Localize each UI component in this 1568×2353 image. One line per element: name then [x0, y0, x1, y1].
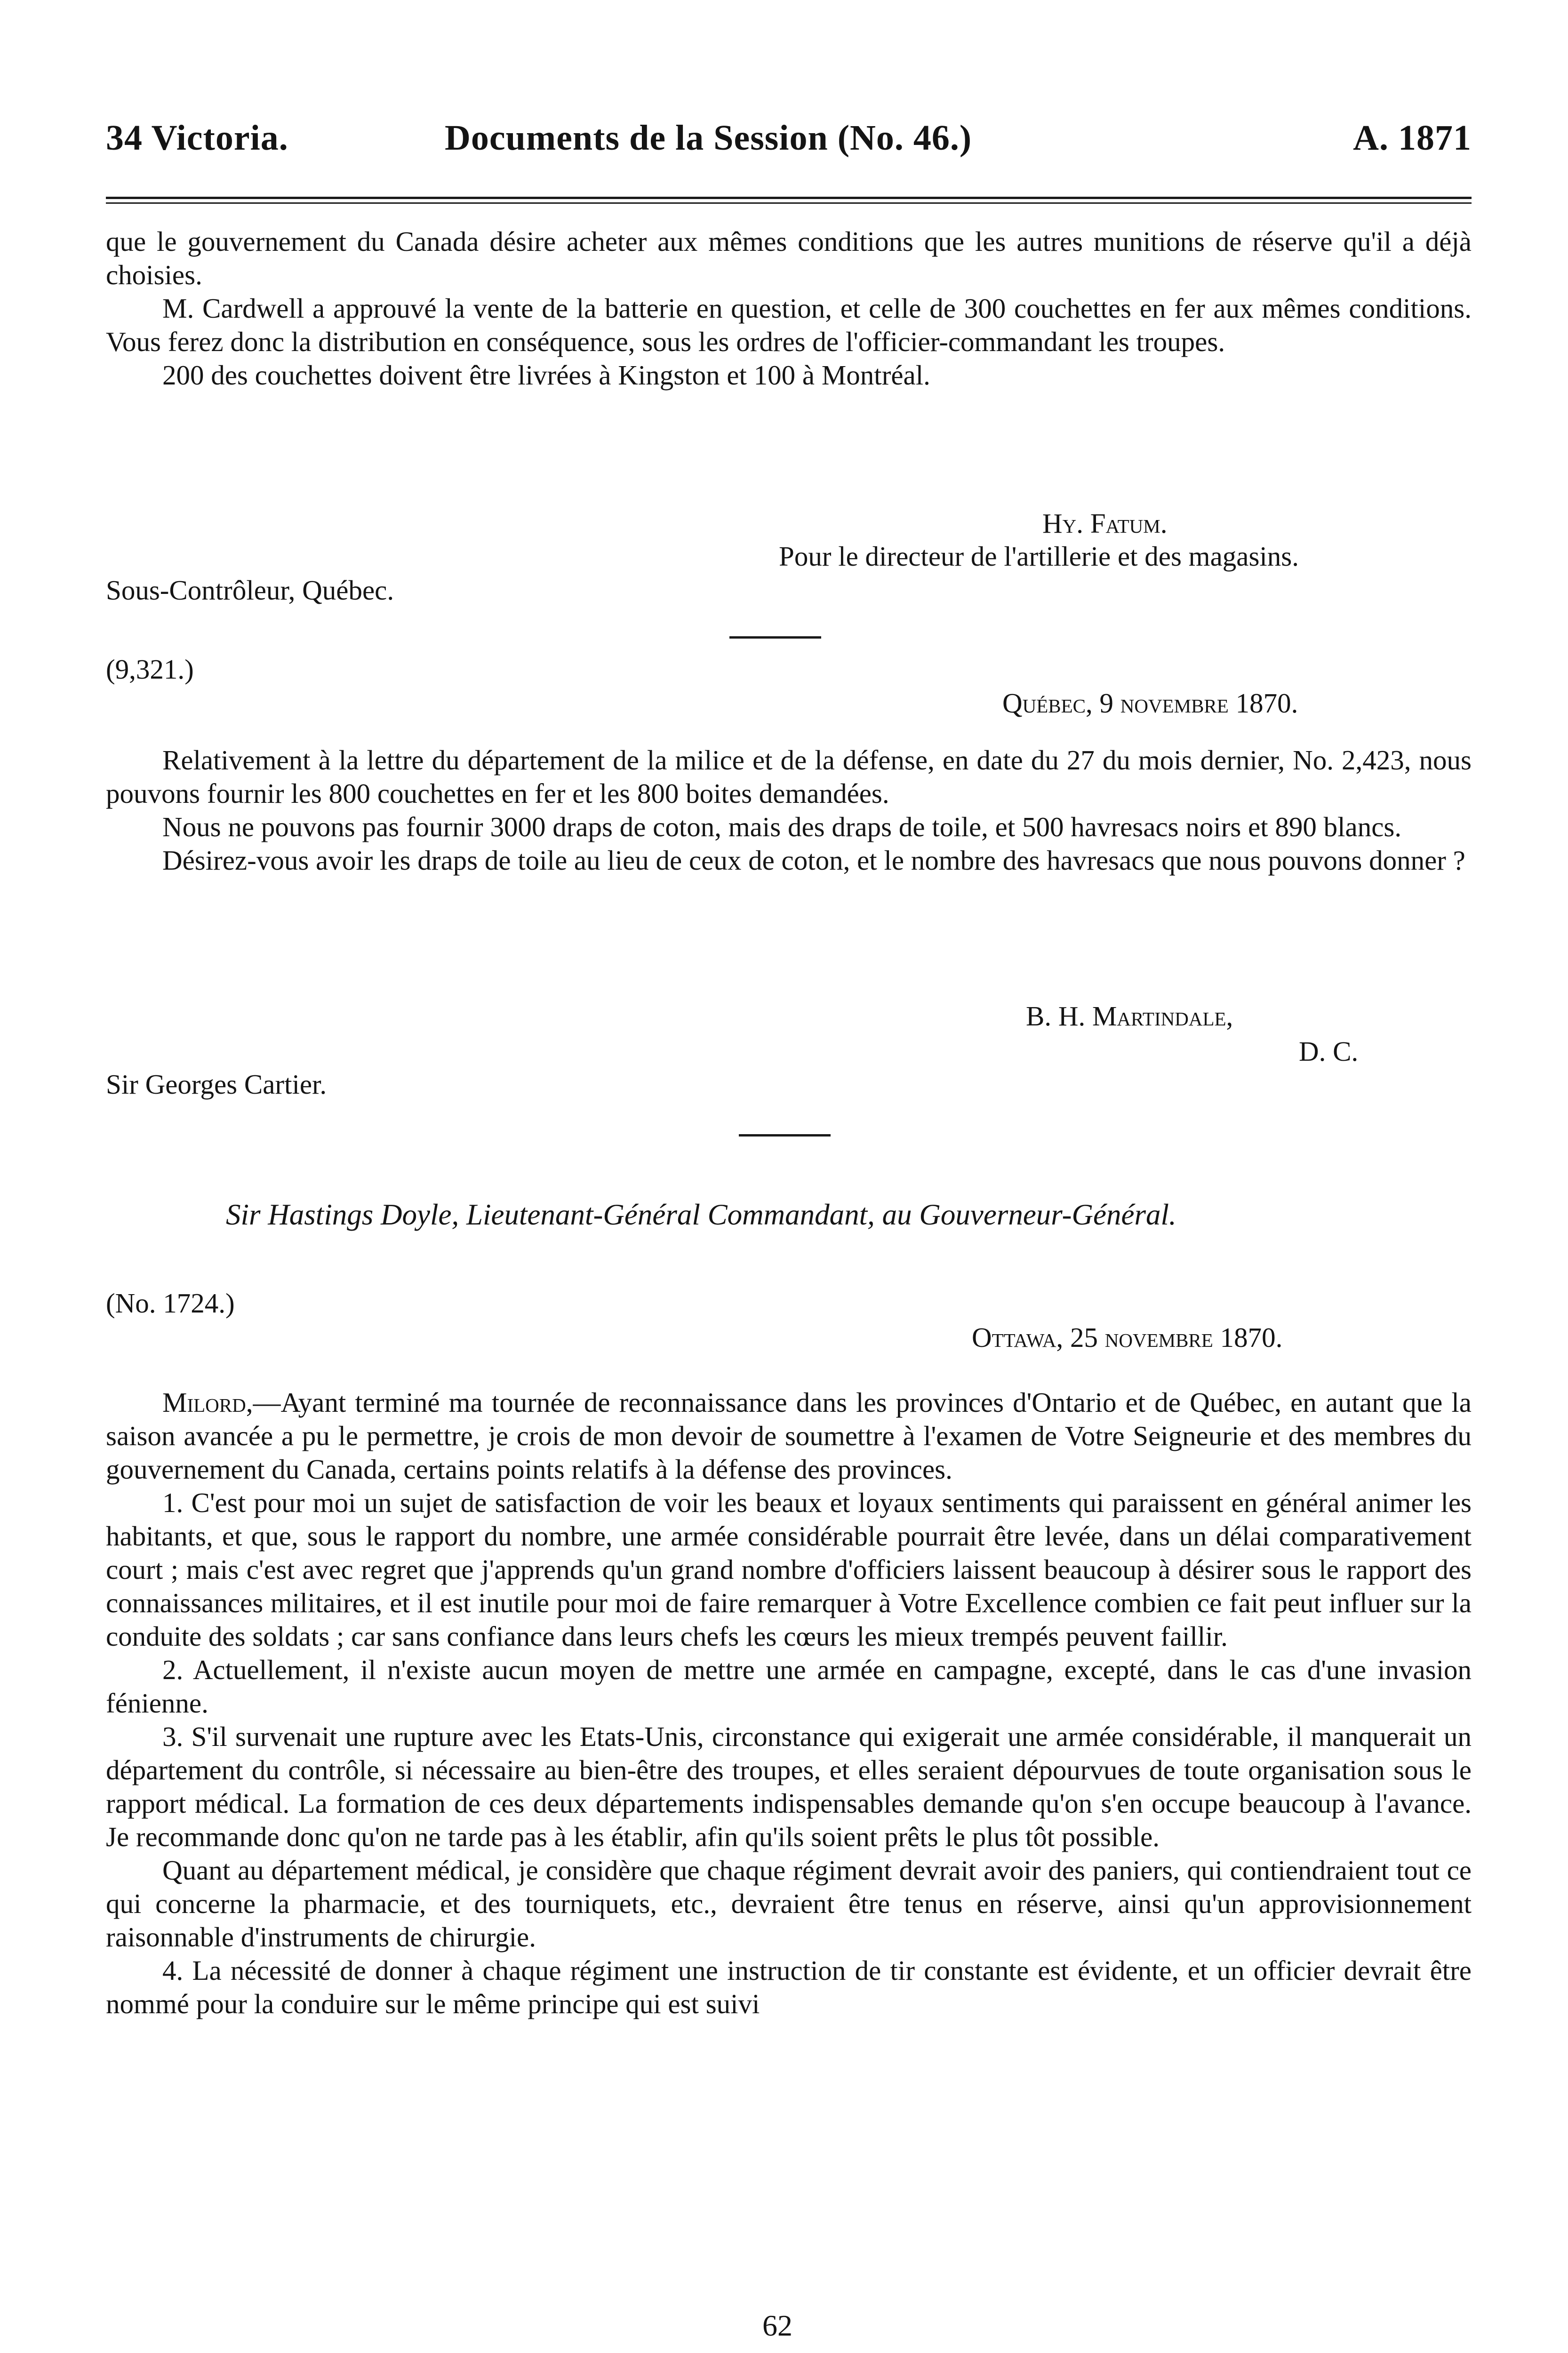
- header-year: A. 1871: [1353, 118, 1472, 158]
- paragraph: Désirez-vous avoir les draps de toile au lieu de ceux de coton, et le nombre des havresacs que nous pouvons donner ?: [162, 845, 1465, 876]
- salutation: Milord,: [162, 1387, 253, 1418]
- header-rule-thick: [106, 197, 1472, 199]
- paragraph: M. Cardwell a approuvé la vente de la batterie en question, et celle de 300 couchettes en fer aux mêmes conditions. Vous ferez donc la distribution en conséquence, sous les ordres de l'officier-commandant les troupes.: [106, 293, 1472, 357]
- reference-number: (9,321.): [106, 654, 194, 685]
- addressee: Sous-Contrôleur, Québec.: [106, 575, 394, 606]
- signature-name: Hy. Fatum.: [1042, 508, 1168, 539]
- letter-heading: Sir Hastings Doyle, Lieutenant-Général Commandant, au Gouverneur-Général.: [226, 1198, 1176, 1231]
- paragraph: 3. S'il survenait une rupture avec les Etats-Unis, circonstance qui exigerait une armée considérable, il manquerait un département du contrôle, si nécessaire au bien-être des troupes, et elles seraient dépourvues de toute organisation sous le rapport médical. La formation de ces deux départements indispensables demande qu'on s'en occupe beaucoup à l'avance. Je recommande donc qu'on ne tarde pas à les établir, afin qu'ils soient prêts le plus tôt possible.: [106, 1721, 1472, 1852]
- header-rule-thin: [106, 202, 1472, 204]
- section-divider: [739, 1134, 831, 1136]
- paragraph: que le gouvernement du Canada désire acheter aux mêmes conditions que les autres munitions de réserve qu'il a déjà choisies.: [106, 226, 1472, 290]
- paragraph: 2. Actuellement, il n'existe aucun moyen de mettre une armée en campagne, excepté, dans le cas d'une invasion fénienne.: [106, 1654, 1472, 1719]
- signature-title: D. C.: [1299, 1036, 1359, 1067]
- section-3-body: [106, 1386, 1472, 2021]
- paragraph: Quant au département médical, je considère que chaque régiment devrait avoir des paniers, qui contiendraient tout ce qui concerne la pharmacie, et des tourniquets, etc., devraient être tenus en réserve, ainsi qu'un approvisionnement raisonnable d'instruments de chirurgie.: [106, 1855, 1472, 1953]
- section-2-body: [106, 744, 1472, 877]
- paragraph: 200 des couchettes doivent être livrées à Kingston et 100 à Montréal.: [162, 360, 930, 391]
- signature-name: B. H. Martindale,: [1026, 1000, 1233, 1032]
- header-volume: 34 Victoria.: [106, 118, 288, 158]
- running-header: [106, 118, 1472, 169]
- opening-paragraph: [106, 1386, 1472, 1486]
- paragraph: Relativement à la lettre du département de la milice et de la défense, en date du 27 du mois dernier, No. 2,423, nous pouvons fournir les 800 couchettes en fer et les 800 boites demandées.: [106, 744, 1472, 809]
- section-1-body: [106, 225, 1472, 392]
- place-date: Ottawa, 25 novembre 1870.: [972, 1322, 1283, 1353]
- addressee: Sir Georges Cartier.: [106, 1069, 327, 1100]
- signature-title: Pour le directeur de l'artillerie et des magasins.: [779, 541, 1299, 572]
- section-divider: [729, 636, 821, 639]
- page-number: 62: [762, 2309, 792, 2342]
- header-title: Documents de la Session (No. 46.): [445, 118, 972, 158]
- paragraph: 1. C'est pour moi un sujet de satisfaction de voir les beaux et loyaux sentiments qui paraissent en général animer les habitants, et que, sous le rapport du nombre, une armée considérable pourrait être levée, dans un délai comparativement court ; mais c'est avec regret que j'apprends qu'un grand nombre d'officiers laissent beaucoup à désirer sous le rapport des connaissances militaires, et il est inutile pour moi de faire remarquer à Votre Excellence combien ce fait peut influer sur la conduite des soldats ; car sans confiance dans leurs chefs les cœurs les mieux trempés peuvent faillir.: [106, 1487, 1472, 1652]
- opening-text: —Ayant terminé ma tournée de reconnaissance dans les provinces d'Ontario et de Québec, en autant que la saison avancée a pu le permettre, je crois de mon devoir de soumettre à l'examen de Votre Seigneurie et des membres du gouvernement du Canada, certains points relatifs à la défense des provinces.: [106, 1387, 1472, 1485]
- paragraph: 4. La nécessité de donner à chaque régiment une instruction de tir constante est évidente, et un officier devrait être nommé pour la conduire sur le même principe qui est suivi: [106, 1955, 1472, 2019]
- reference-number: (No. 1724.): [106, 1288, 235, 1319]
- paragraph: Nous ne pouvons pas fournir 3000 draps de coton, mais des draps de toile, et 500 havresacs noirs et 890 blancs.: [162, 811, 1402, 842]
- place-date: Québec, 9 novembre 1870.: [1002, 688, 1298, 719]
